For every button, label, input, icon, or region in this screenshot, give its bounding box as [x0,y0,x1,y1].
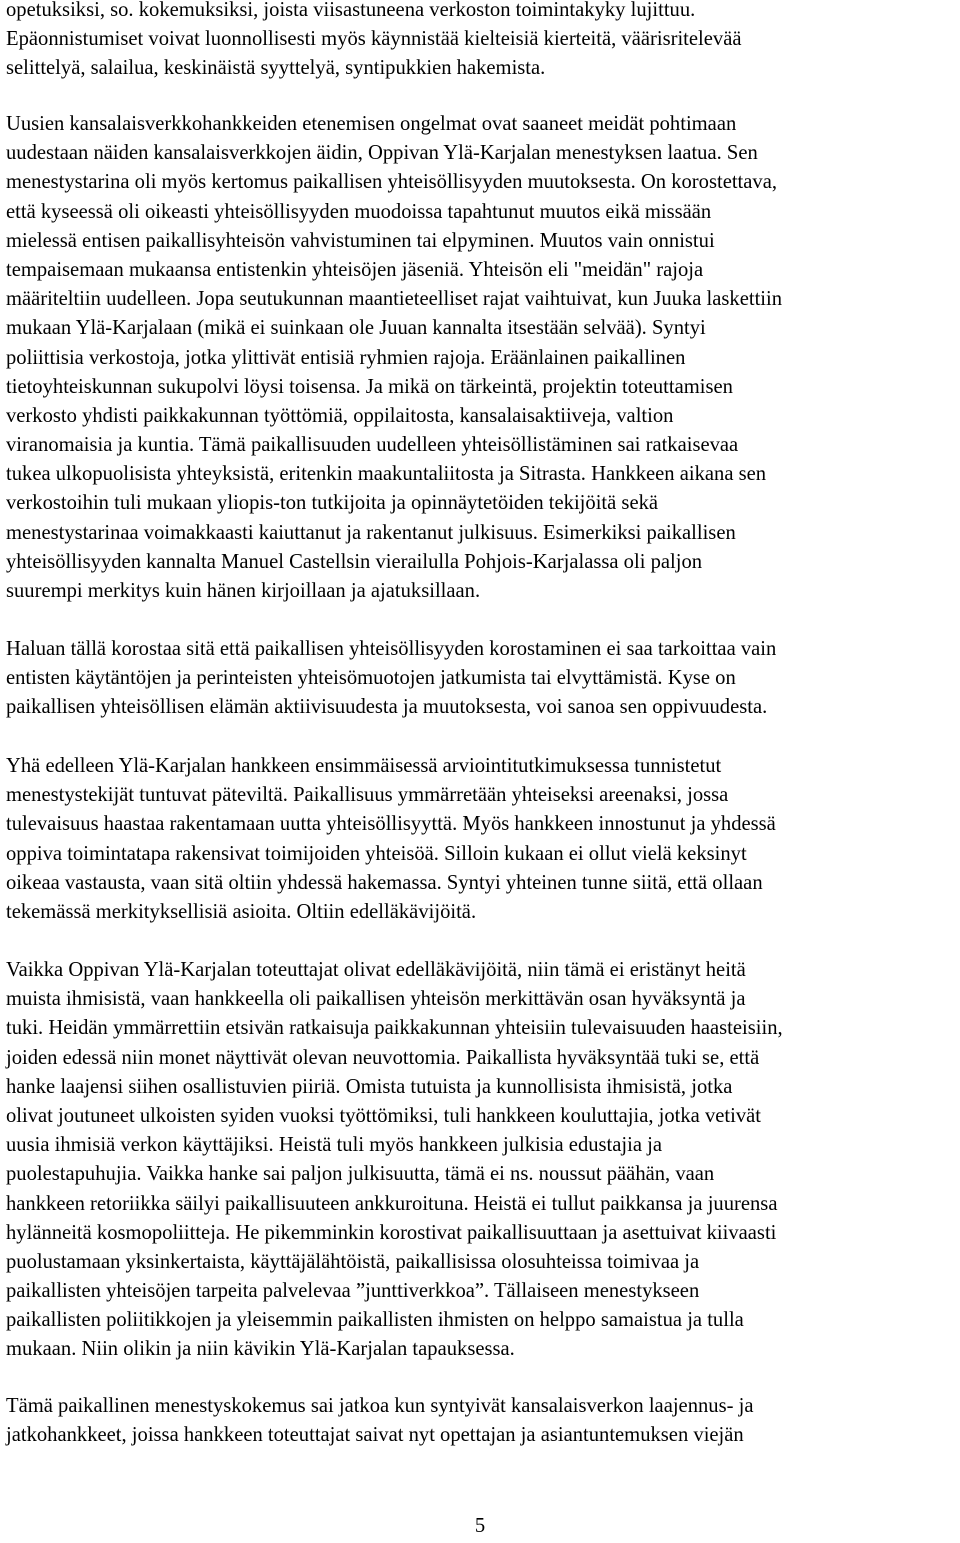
page-number: 5 [474,1515,486,1537]
text-line: entisten käytäntöjen ja perinteisten yhteisömuotojen jatkumista tai elvyttämistä. Kyse on [6,667,736,690]
text-line: paikallisten yhteisöjen tarpeita palvelevaa ”junttiverkkoa”. Tällaiseen menestykseen [6,1280,700,1303]
paragraph-4 [6,752,776,927]
text-line: tekemässä merkityksellisiä asioita. Oltiin edelläkävijöitä. [6,900,477,923]
text-line: menestystarinaa voimakkaasti kaiuttanut ja rakentanut julkisuus. Esimerkiksi paikallisen [6,521,736,544]
text-line: Uusien kansalaisverkkohankkeiden etenemisen ongelmat ovat saaneet meidät pohtimaan [6,113,737,135]
text-line: Tämä paikallinen menestyskokemus sai jatkoa kun syntyivät kansalaisverkon laajennus- ja [6,1395,754,1417]
text-line: joiden edessä niin monet näyttivät olevan neuvottomia. Paikallista hyväksyntää tuki se, että [6,1046,760,1069]
text-line: Haluan tällä korostaa sitä että paikallisen yhteisöllisyyden korostaminen ei saa tarkoittaa vain [6,638,777,660]
text-line: oikeaa vastausta, vaan sitä oltiin yhdessä hakemassa. Syntyi yhteinen tunne siitä, että ollaan [6,871,763,894]
text-line: Vaikka Oppivan Ylä-Karjalan toteuttajat olivat edelläkävijöitä, niin tämä ei eristänyt heitä [6,959,746,981]
text-line: menestystarina oli myös kertomus paikallisen yhteisöllisyyden muutoksesta. On korostettava, [6,171,777,194]
text-line: puolestapuhujia. Vaikka hanke sai paljon julkisuutta, tämä ei ns. noussut päähän, vaan [6,1163,715,1186]
text-line: Yhä edelleen Ylä-Karjalan hankkeen ensimmäisessä arviointitutkimuksessa tunnistetut [6,755,722,777]
text-line: olivat joutuneet ulkoisten syiden vuoksi työttömiksi, tuli hankkeen kouluttajia, jotka vetivät [6,1104,762,1127]
text-line: määriteltiin uudelleen. Jopa seutukunnan maantieteelliset rajat vaihtuivat, kun Juuka laskettiin [6,288,783,311]
text-line: menestystekijät tuntuvat päteviltä. Paikallisuus ymmärretään yhteiseksi areenaksi, jossa [6,784,729,807]
text-line: Epäonnistumiset voivat luonnollisesti myös käynnistää kielteisiä kierteitä, väärisritelevää [6,28,742,51]
text-line: että kyseessä oli oikeasti yhteisöllisyyden muodoissa tapahtunut muutos eikä missään [6,200,712,223]
text-line: verkostoihin tuli mukaan yliopis-ton tutkijoita ja opinnäytetöiden tekijöitä sekä [6,492,659,515]
text-line: oppiva toimintatapa rakensivat toimijoiden yhteisöä. Silloin kukaan ei ollut vielä keksinyt [6,842,747,865]
text-line: opetuksiksi, so. kokemuksiksi, joista viisastuneena verkoston toimintakyky lujittuu. [6,0,696,21]
text-line: tempaisemaan mukaansa entistenkin yhteisöjen jäseniä. Yhteisön eli "meidän" rajoja [6,258,704,281]
text-line: muista ihmisistä, vaan hankkeella oli paikallisen yhteisön merkittävän osan hyväksyntä ja [6,988,746,1011]
text-line: poliittisia verkostoja, jotka ylittivät entisiä ryhmien rajoja. Eräänlainen paikallinen [6,346,686,369]
paragraph-3 [6,635,776,723]
text-line: mukaan. Niin olikin ja niin kävikin Ylä-Karjalan tapauksessa. [6,1338,515,1361]
text-line: selittelyä, salailua, keskinäistä syyttelyä, syntipukkien hakemista. [6,57,546,80]
paragraph-6 [6,1392,753,1450]
paragraph-5 [6,956,783,1365]
text-line: jatkohankkeet, joissa hankkeen toteuttajat saivat nyt opettajan ja asiantuntemuksen viejän [6,1424,744,1447]
text-line: tietoyhteiskunnan sukupolvi löysi toisensa. Ja mikä on tärkeintä, projektin toteuttamisen [6,375,733,398]
text-line: mielessä entisen paikallisyhteisön vahvistuminen tai elpyminen. Muutos vain onnistui [6,229,715,252]
text-line: tuki. Heidän ymmärrettiin etsivän ratkaisuja paikkakunnan yhteisiin tulevaisuuden haasteisiin, [6,1017,783,1040]
text-line: hanke laajensi siihen osallistuvien piiriä. Omista tutuista ja kunnollisista ihmisistä, jotka [6,1075,733,1098]
text-line: uudestaan näiden kansalaisverkkojen äidin, Oppivan Ylä-Karjalan menestyksen laatua. Sen [6,142,758,165]
text-line: viranomaisia ja kuntia. Tämä paikallisuuden uudelleen yhteisöllistäminen sai ratkaisevaa [6,434,739,457]
text-line: paikallisen yhteisöllisen elämän aktiivisuudesta ja muutoksesta, voi sanoa sen oppivuudesta. [6,696,768,719]
text-line: yhteisöllisyyden kannalta Manuel Castellsin vierailulla Pohjois-Karjalassa oli paljon [6,550,703,573]
text-line: tulevaisuus haastaa rakentamaan uutta yhteisöllisyyttä. Myös hankkeen innostunut ja yhdessä [6,813,776,836]
text-line: tukea ulkopuolisista yhteyksistä, eritenkin maakuntaliitosta ja Sitrasta. Hankkeen aikana sen [6,463,767,486]
text-line: hankkeen retoriikka säilyi paikallisuuteen ankkuroituna. Heistä ei tullut paikkansa ja juurensa [6,1192,778,1215]
text-line: paikallisten poliitikkojen ja yleisemmin paikallisten ihmisten on helppo samaistua ja tulla [6,1309,744,1332]
text-line: suurempi merkitys kuin hänen kirjoillaan ja ajatuksillaan. [6,580,481,602]
paragraph-1 [6,0,741,84]
text-line: puolustamaan yksinkertaista, käyttäjälähtöistä, paikallisissa olosuhteissa toimivaa ja [6,1250,700,1273]
text-line: mukaan Ylä-Karjalaan (mikä ei suinkaan ole Juuan kannalta itsestään selvää). Syntyi [6,317,706,340]
text-line: hylänneitä kosmopoliitteja. He pikemminkin korostivat paikallisuuttaan ja asettuivat kiivaasti [6,1221,777,1244]
paragraph-2 [6,110,782,606]
text-line: uusia ihmisiä verkon käyttäjiksi. Heistä tuli myös hankkeen julkisia edustajia ja [6,1134,663,1157]
text-line: verkosto yhdisti paikkakunnan työttömiä, oppilaitosta, kansalaisaktiiveja, valtion [6,404,674,427]
